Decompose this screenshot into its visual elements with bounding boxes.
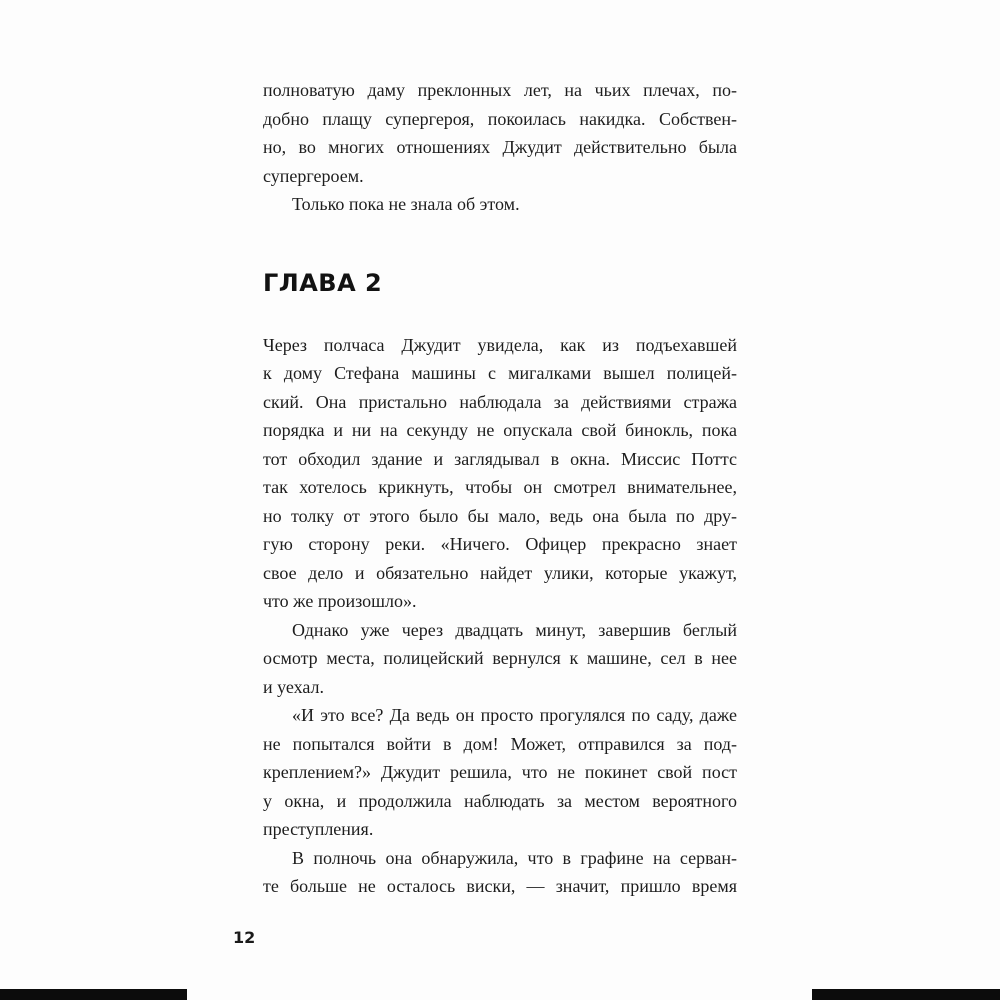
text-line: так хотелось крикнуть, чтобы он смотрел внимательнее, bbox=[263, 477, 737, 497]
text-line: В полночь она обнаружила, что в графине на серван- bbox=[292, 847, 737, 868]
paragraph bbox=[263, 76, 737, 190]
text-line: Только пока не знала об этом. bbox=[292, 194, 520, 214]
text-line: но толку от этого было бы мало, ведь она была по дру- bbox=[263, 505, 737, 526]
text-line: гую сторону реки. «Ничего. Офицер прекрасно знает bbox=[263, 534, 737, 554]
text-line: добно плащу супергероя, покоилась накидка. Собствен- bbox=[263, 108, 737, 129]
text-line: осмотр места, полицейский вернулся к машине, сел в нее bbox=[263, 648, 737, 668]
text-line: полноватую даму преклонных лет, на чьих плечах, по- bbox=[263, 80, 737, 100]
text-block bbox=[263, 76, 737, 901]
text-line: свое дело и обязательно найдет улики, которые укажут, bbox=[263, 562, 737, 583]
paragraph bbox=[263, 331, 737, 616]
text-line: что же произошло». bbox=[263, 591, 417, 611]
text-line: но, во многих отношениях Джудит действительно была bbox=[263, 137, 737, 157]
photo-edge-bottom-left bbox=[0, 989, 187, 1000]
paragraph bbox=[263, 190, 737, 219]
text-line: ский. Она пристально наблюдала за действиями стража bbox=[263, 391, 737, 412]
text-line: «И это все? Да ведь он просто прогулялся по саду, даже bbox=[292, 705, 737, 725]
continued-paragraphs bbox=[263, 76, 737, 219]
paragraph bbox=[263, 844, 737, 901]
text-line: Однако уже через двадцать минут, завершив беглый bbox=[292, 619, 737, 640]
text-line: у окна, и продолжила наблюдать за местом вероятного bbox=[263, 790, 737, 811]
text-line: креплением?» Джудит решила, что не покинет свой пост bbox=[263, 762, 737, 782]
text-line: к дому Стефана машины с мигалками вышел полицей- bbox=[263, 363, 737, 383]
paragraph bbox=[263, 616, 737, 702]
text-line: преступления. bbox=[263, 819, 374, 839]
paragraph bbox=[263, 701, 737, 844]
text-line: те больше не осталось виски, — значит, пришло время bbox=[263, 876, 737, 896]
text-line: супергероем. bbox=[263, 165, 364, 186]
photo-edge-bottom-right bbox=[812, 989, 1000, 1000]
text-line: тот обходил здание и заглядывал в окна. Миссис Поттс bbox=[263, 448, 737, 469]
page-number: 12 bbox=[233, 928, 256, 947]
text-line: Через полчаса Джудит увидела, как из подъехавшей bbox=[263, 334, 737, 355]
chapter-heading: ГЛАВА 2 bbox=[263, 268, 383, 297]
text-line: порядка и ни на секунду не опускала свой бинокль, пока bbox=[263, 420, 737, 440]
text-line: и уехал. bbox=[263, 676, 325, 697]
chapter-body-paragraphs bbox=[263, 331, 737, 901]
text-line: не попытался войти в дом! Может, отправился за под- bbox=[263, 733, 737, 754]
